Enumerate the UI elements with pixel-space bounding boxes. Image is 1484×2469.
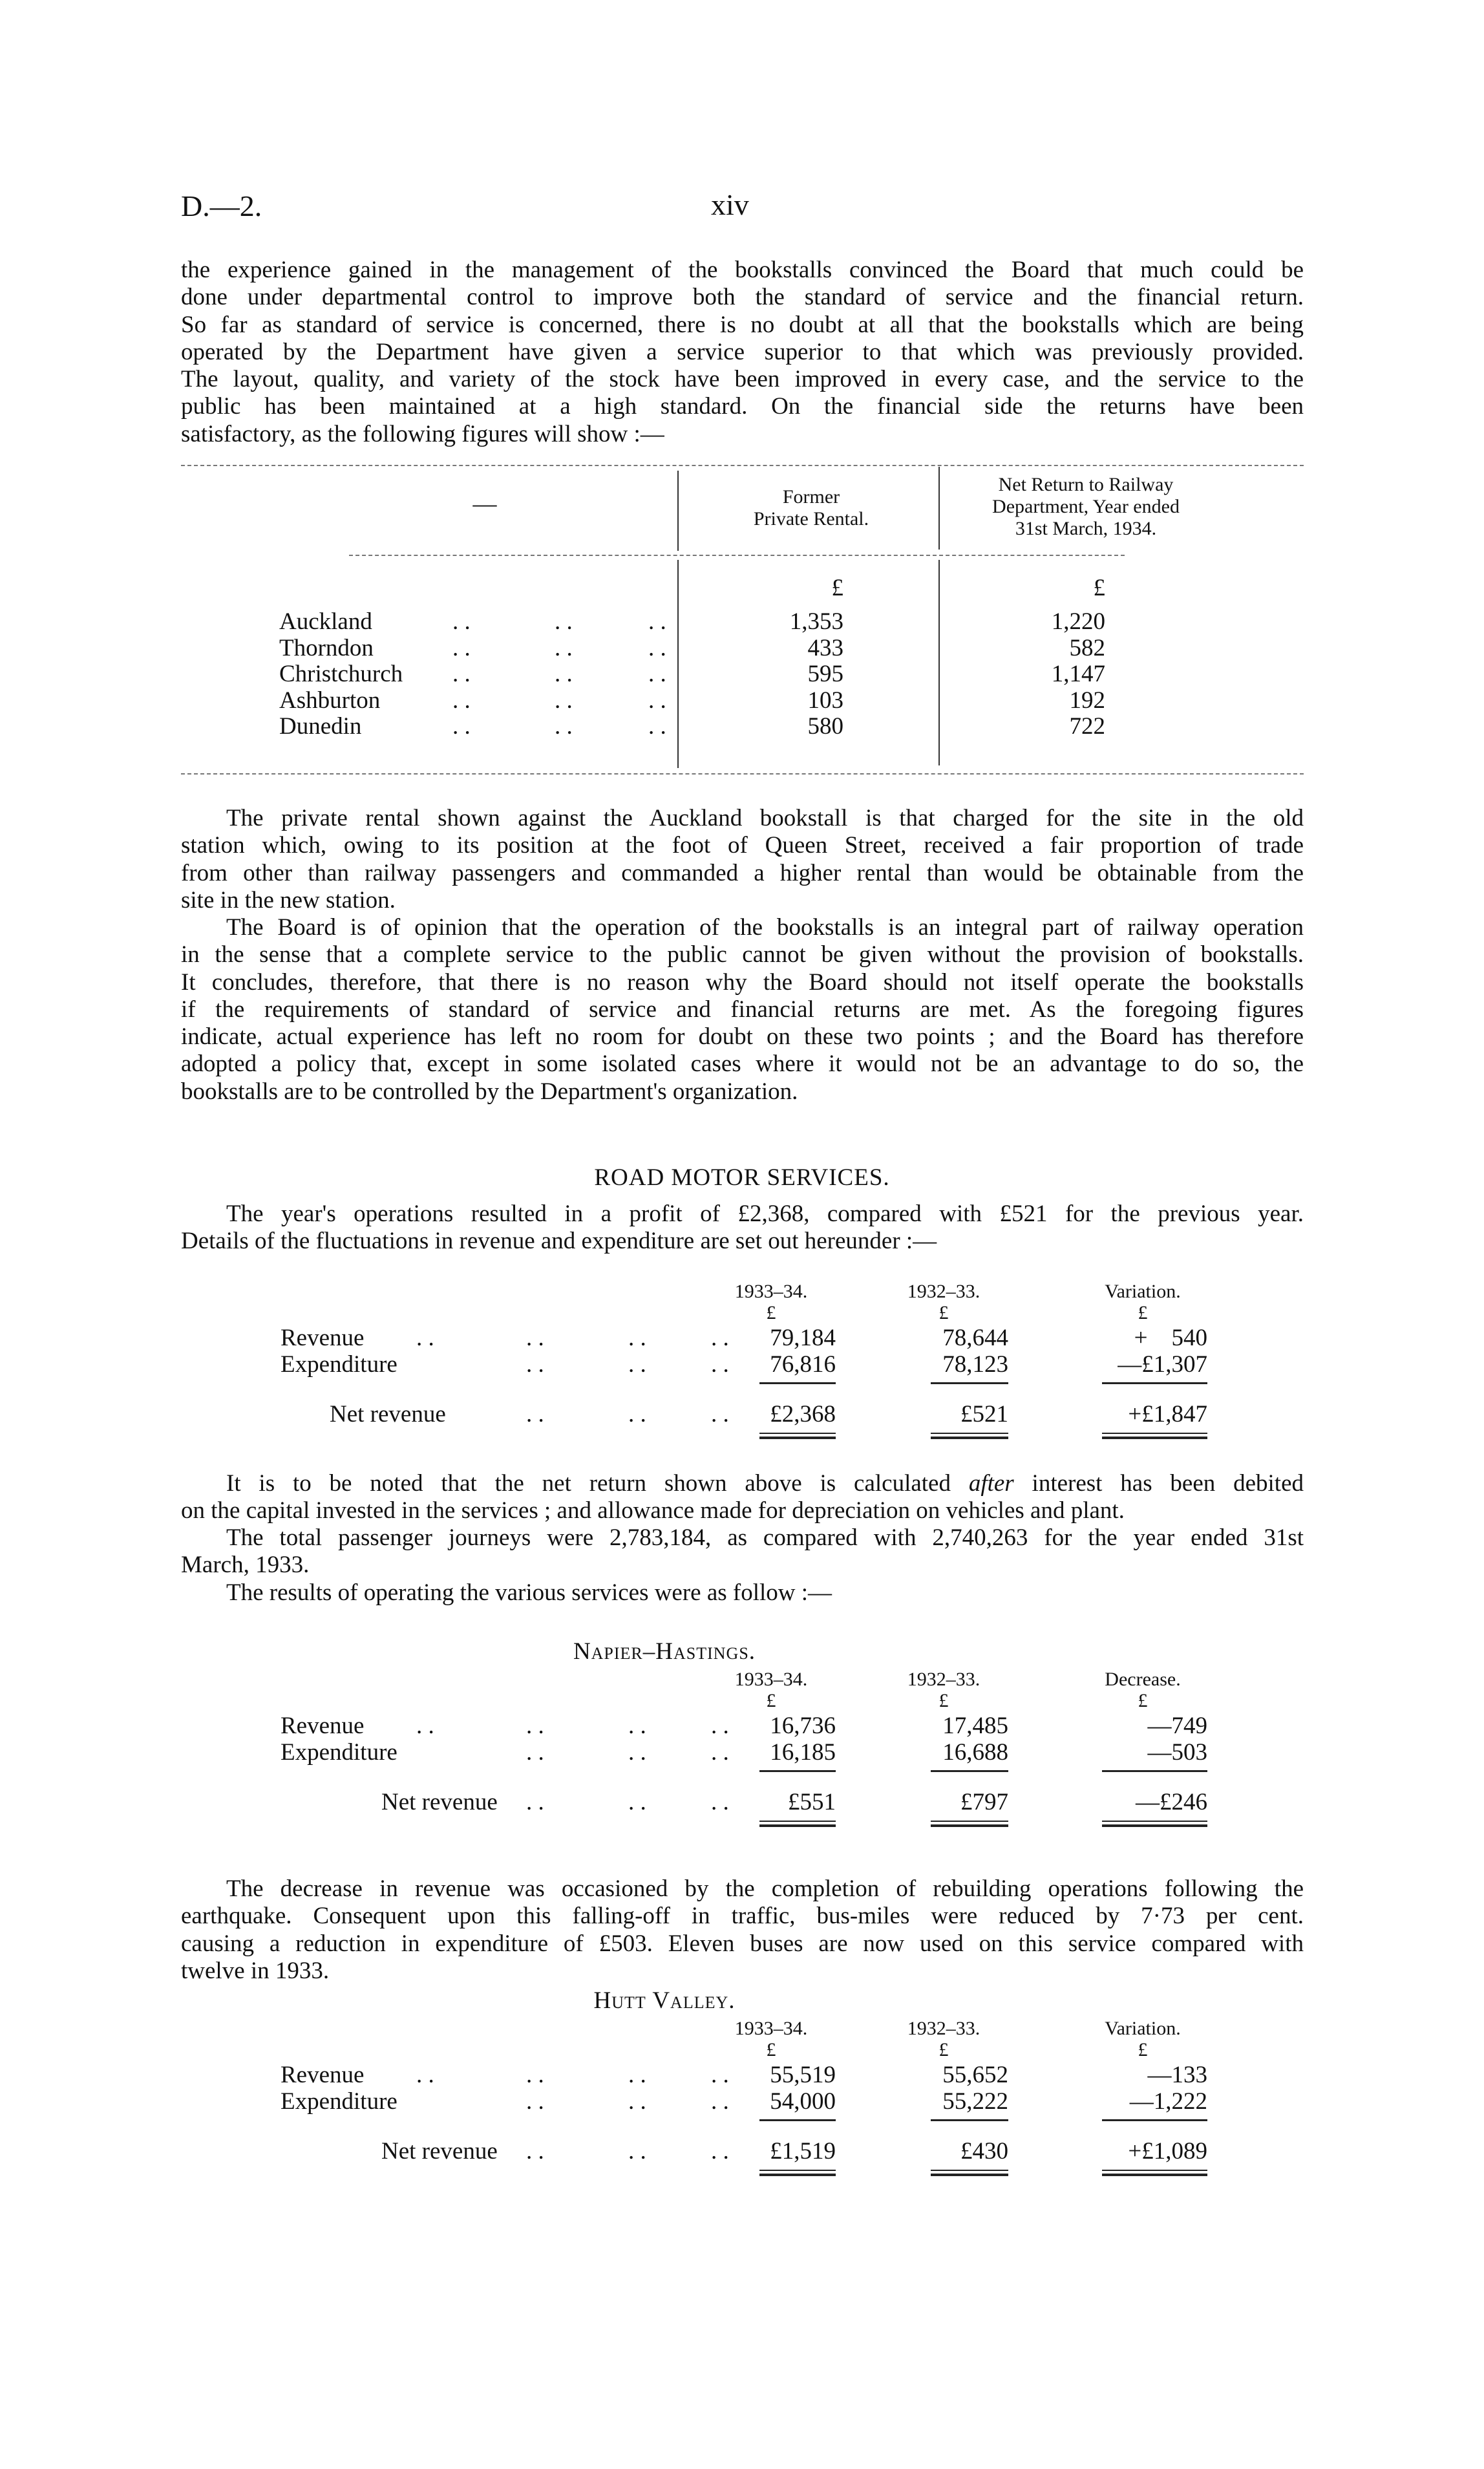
former-rental-value: 580 [807, 713, 843, 740]
text-line: done under departmental control to improve both the standard of service and the financial return. [181, 284, 1304, 311]
column-divider [938, 560, 940, 765]
total-double-rule [759, 1433, 836, 1439]
row-value: 55,222 [942, 2088, 1008, 2115]
leader-dots: . . [555, 713, 573, 740]
subtotal-rule [931, 2119, 1008, 2121]
leader-dots: . . [648, 634, 666, 661]
row-value: —1,222 [1129, 2088, 1207, 2115]
text-line: The results of operating the various services were as follow :— [226, 1579, 832, 1606]
text-line: earthquake. Consequent upon this falling-off in traffic, bus-miles were reduced by 7·73 per cent. [181, 1903, 1304, 1930]
row-label: Auckland [279, 608, 372, 635]
text-line: operated by the Department have given a service superior to that which was previously provided. [181, 338, 1304, 365]
text-line: site in the new station. [181, 886, 396, 914]
row-value: —£1,307 [1118, 1351, 1207, 1378]
row-label: Thorndon [279, 634, 374, 661]
text-line [181, 1470, 1304, 1497]
column-header: 1933–34. [734, 1281, 808, 1302]
leader-dots: . . [628, 1351, 646, 1378]
leader-dots: . . [628, 1739, 646, 1766]
subtotal-rule [931, 1382, 1008, 1384]
column-header: Decrease. [1105, 1669, 1181, 1690]
table-title: Napier–Hastings. [573, 1638, 756, 1665]
text-line: So far as standard of service is concerned, there is no doubt at all that the bookstalls which are being [181, 311, 1304, 338]
unit-label: £ [938, 2039, 949, 2060]
leader-dots: . . [711, 1789, 729, 1815]
text-segment: interest has been debited [1013, 1470, 1304, 1497]
leader-dots: . . [628, 1325, 646, 1351]
leader-dots: . . [711, 1325, 729, 1351]
text-line: Details of the fluctuations in revenue and expenditure are set out hereunder :— [181, 1228, 937, 1255]
leader-dots: . . [628, 2088, 646, 2115]
unit-label: £ [766, 1690, 776, 1711]
leader-dots: . . [526, 2138, 544, 2164]
unit-label: £ [766, 2039, 776, 2060]
row-value: 55,519 [770, 2062, 836, 2088]
paragraph-bookstalls-intro [181, 257, 1304, 448]
paragraph-auckland-rental [181, 805, 1304, 914]
leader-dots: . . [452, 661, 471, 687]
text-line: adopted a policy that, except in some isolated cases where it would not be an advantage to do so, the [181, 1051, 1304, 1078]
paragraph-road-profit [181, 1201, 1304, 1256]
text-line: bookstalls are to be controlled by the Department's organization. [181, 1078, 798, 1105]
leader-dots: . . [416, 1325, 434, 1351]
leader-dots: . . [648, 608, 666, 635]
table-header-rule [349, 555, 1125, 556]
subtotal-rule [1102, 2119, 1207, 2121]
text-line: The year's operations resulted in a profit of £2,368, compared with £521 for the previous year. [226, 1201, 1304, 1227]
net-revenue-value: £551 [788, 1789, 836, 1815]
paragraph-results-intro [181, 1579, 1304, 1607]
row-value: + 540 [1134, 1325, 1207, 1351]
row-label: Expenditure [281, 1739, 398, 1766]
text-line: causing a reduction in expenditure of £503. Eleven buses are now used on this service compared with [181, 1930, 1304, 1957]
leader-dots: . . [648, 661, 666, 687]
unit-label: £ [1138, 1302, 1148, 1323]
column-header: 1933–34. [734, 2018, 808, 2039]
leader-dots: . . [452, 608, 471, 635]
leader-dots: . . [555, 608, 573, 635]
leader-dots: . . [526, 1401, 544, 1427]
column-divider [938, 467, 940, 550]
former-rental-value: 595 [807, 661, 843, 687]
net-revenue-value: £797 [960, 1789, 1008, 1815]
row-label: Expenditure [281, 1351, 398, 1378]
row-label: Dunedin [279, 713, 362, 740]
leader-dots: . . [628, 1713, 646, 1739]
text-line: The private rental shown against the Auckland bookstall is that charged for the site in the old [226, 805, 1304, 831]
leader-dots: . . [416, 2062, 434, 2088]
column-header: Variation. [1105, 2018, 1181, 2039]
leader-dots: . . [711, 1401, 729, 1427]
text-line: station which, owing to its position at the foot of Queen Street, received a fair proportion of trade [181, 832, 1304, 859]
row-value: 78,644 [942, 1325, 1008, 1351]
paragraph-decrease-explanation [181, 1876, 1304, 1985]
text-line: The layout, quality, and variety of the stock have been improved in every case, and the service to the [181, 366, 1304, 393]
net-revenue-value: £521 [960, 1401, 1008, 1427]
leader-dots: . . [628, 1789, 646, 1815]
text-segment: It is to be noted that the net return shown above is calculated [226, 1470, 969, 1497]
table-top-rule [181, 465, 1304, 466]
page-number: xiv [711, 188, 749, 221]
row-value: 55,652 [942, 2062, 1008, 2088]
row-value: —503 [1147, 1739, 1207, 1766]
text-line: public has been maintained at a high standard. On the financial side the returns have been [181, 393, 1304, 420]
unit-label: £ [766, 1302, 776, 1323]
row-label: Ashburton [279, 687, 381, 714]
row-value: 79,184 [770, 1325, 836, 1351]
paragraph-net-return-note [181, 1470, 1304, 1525]
net-return-value: 192 [1069, 687, 1105, 714]
section-heading-road-motor: ROAD MOTOR SERVICES. [594, 1164, 890, 1191]
text-line: twelve in 1933. [181, 1957, 330, 1984]
row-label: Revenue [281, 2062, 365, 2088]
column-divider [677, 560, 679, 768]
net-revenue-value: +£1,847 [1128, 1401, 1207, 1427]
unit-label: £ [1093, 575, 1105, 601]
column-divider [677, 471, 679, 551]
net-return-value: 1,147 [1051, 661, 1105, 687]
leader-dots: . . [648, 687, 666, 714]
text-line: from other than railway passengers and commanded a higher rental than would be obtainable from the [181, 859, 1304, 886]
net-return-value: 582 [1069, 634, 1105, 661]
leader-dots: . . [648, 713, 666, 740]
text-line: The total passenger journeys were 2,783,184, as compared with 2,740,263 for the year ended 31st [226, 1524, 1304, 1551]
net-revenue-value: —£246 [1136, 1789, 1207, 1815]
document-reference: D.—2. [181, 189, 262, 222]
net-return-value: 722 [1069, 713, 1105, 740]
text-line: indicate, actual experience has left no room for doubt on these two points ; and the Board has therefore [181, 1023, 1304, 1051]
row-value: 16,736 [770, 1713, 836, 1739]
row-value: 76,816 [770, 1351, 836, 1378]
row-value: 78,123 [942, 1351, 1008, 1378]
subtotal-rule [759, 1770, 836, 1772]
column-header-net-return: Net Return to Railway Department, Year ended 31st March, 1934. [992, 474, 1180, 539]
net-revenue-value: £430 [960, 2138, 1008, 2164]
total-double-rule [759, 1821, 836, 1827]
leader-dots: . . [628, 1401, 646, 1427]
column-header: 1932–33. [907, 1281, 980, 1302]
leader-dots: . . [711, 2062, 729, 2088]
subtotal-rule [759, 2119, 836, 2121]
unit-label: £ [938, 1690, 949, 1711]
text-line: The Board is of opinion that the operation of the bookstalls is an integral part of railway operation [226, 914, 1304, 941]
text-line: the experience gained in the management of the bookstalls convinced the Board that much could be [181, 257, 1304, 283]
unit-label: £ [1138, 2039, 1148, 2060]
total-double-rule [931, 2170, 1008, 2176]
net-revenue-value: £2,368 [770, 1401, 836, 1427]
leader-dots: . . [711, 2088, 729, 2115]
leader-dots: . . [555, 634, 573, 661]
subtotal-rule [1102, 1382, 1207, 1384]
total-double-rule [1102, 1433, 1207, 1439]
row-label: Revenue [281, 1325, 365, 1351]
subtotal-rule [1102, 1770, 1207, 1772]
leader-dots: . . [711, 2138, 729, 2164]
text-line: in the sense that a complete service to the public cannot be given without the provision of bookstalls. [181, 941, 1304, 968]
leader-dots: . . [416, 1713, 434, 1739]
leader-dots: . . [452, 634, 471, 661]
row-label: Expenditure [281, 2088, 398, 2115]
text-line: The decrease in revenue was occasioned by the completion of rebuilding operations following the [226, 1876, 1304, 1902]
net-revenue-label: Net revenue [330, 1401, 446, 1427]
column-header: Variation. [1105, 1281, 1181, 1302]
row-value: —133 [1147, 2062, 1207, 2088]
column-header: 1932–33. [907, 1669, 980, 1690]
column-header: 1933–34. [734, 1669, 808, 1690]
former-rental-value: 433 [807, 634, 843, 661]
leader-dots: . . [526, 2062, 544, 2088]
leader-dots: . . [711, 1713, 729, 1739]
total-double-rule [931, 1821, 1008, 1827]
text-line: on the capital invested in the services ; and allowance made for depreciation on vehicles and plant. [181, 1497, 1125, 1524]
subtotal-rule [759, 1382, 836, 1384]
row-label: Revenue [281, 1713, 365, 1739]
net-revenue-label: Net revenue [381, 2138, 498, 2164]
text-line: It concludes, therefore, that there is no reason why the Board should not itself operate the bookstalls [181, 968, 1304, 996]
total-double-rule [1102, 2170, 1207, 2176]
leader-dots: . . [526, 1713, 544, 1739]
emphasis-text: after [968, 1470, 1014, 1497]
unit-label: £ [1138, 1690, 1148, 1711]
text-line: if the requirements of standard of service and financial returns are met. As the foregoing figures [181, 996, 1304, 1023]
leader-dots: . . [452, 687, 471, 714]
column-header-former-rental: Former Private Rental. [753, 486, 869, 529]
leader-dots: . . [628, 2062, 646, 2088]
text-line: satisfactory, as the following figures will show :— [181, 420, 664, 447]
row-value: —749 [1147, 1713, 1207, 1739]
text-line: March, 1933. [181, 1552, 310, 1579]
leader-dots: . . [526, 1739, 544, 1766]
former-rental-value: 103 [807, 687, 843, 714]
unit-label: £ [938, 1302, 949, 1323]
column-header: 1932–33. [907, 2018, 980, 2039]
net-return-value: 1,220 [1051, 608, 1105, 635]
row-value: 17,485 [942, 1713, 1008, 1739]
former-rental-value: 1,353 [789, 608, 843, 635]
leader-dots: . . [711, 1351, 729, 1378]
total-double-rule [1102, 1821, 1207, 1827]
subtotal-rule [931, 1770, 1008, 1772]
row-value: 54,000 [770, 2088, 836, 2115]
leader-dots: . . [555, 687, 573, 714]
leader-dots: . . [526, 1325, 544, 1351]
leader-dots: . . [526, 2088, 544, 2115]
table-title: Hutt Valley. [593, 1987, 736, 2014]
row-label: Christchurch [279, 661, 403, 687]
paragraph-passenger-journeys [181, 1524, 1304, 1579]
stub-header: — [472, 491, 497, 517]
leader-dots: . . [711, 1739, 729, 1766]
total-double-rule [759, 2170, 836, 2176]
total-double-rule [931, 1433, 1008, 1439]
row-value: 16,688 [942, 1739, 1008, 1766]
table-bottom-rule [181, 773, 1304, 775]
leader-dots: . . [452, 713, 471, 740]
net-revenue-label: Net revenue [381, 1789, 498, 1815]
leader-dots: . . [526, 1789, 544, 1815]
leader-dots: . . [628, 2138, 646, 2164]
leader-dots: . . [555, 661, 573, 687]
row-value: 16,185 [770, 1739, 836, 1766]
unit-label: £ [831, 575, 843, 601]
net-revenue-value: £1,519 [770, 2138, 836, 2164]
leader-dots: . . [526, 1351, 544, 1378]
paragraph-board-policy [181, 914, 1304, 1106]
net-revenue-value: +£1,089 [1128, 2138, 1207, 2164]
